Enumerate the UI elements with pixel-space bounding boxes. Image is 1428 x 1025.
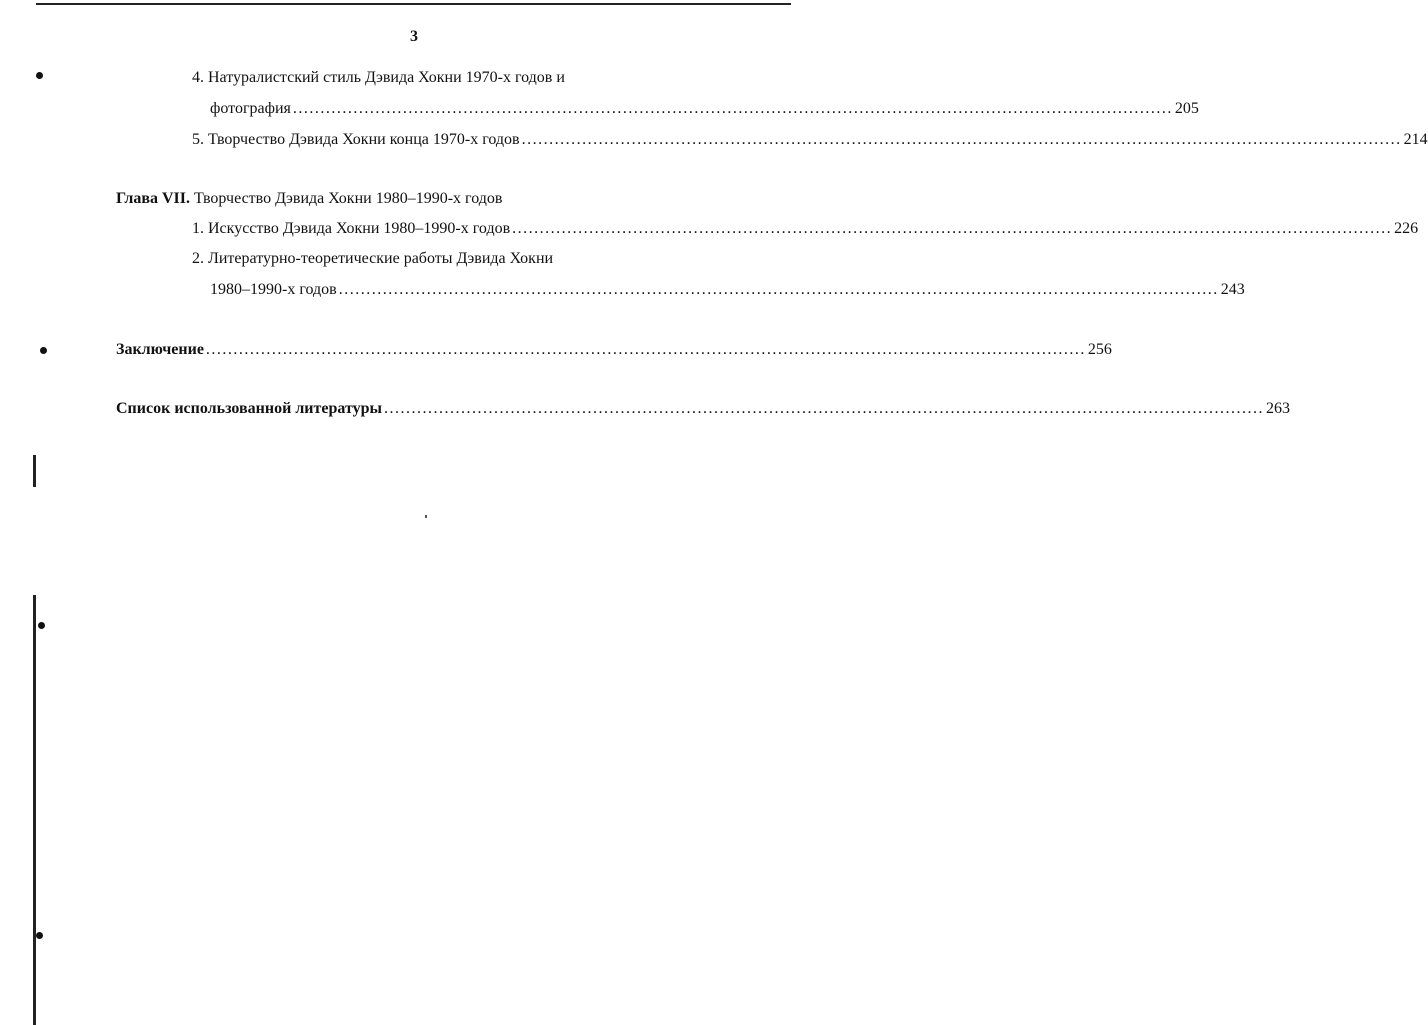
toc-entry-4-label: фотография: [210, 100, 291, 117]
toc-entry-c7-2-page: 243: [1220, 281, 1245, 298]
toc-bibliography-label: Список использованной литературы: [116, 400, 382, 417]
dot-leader: ................................................................................................................................................................: [521, 131, 1402, 148]
toc-bibliography: [116, 399, 1290, 419]
toc-entry-5-page: 214: [1403, 131, 1428, 148]
top-rule: [36, 3, 791, 5]
toc-entry-c7-1-page: 226: [1394, 220, 1419, 237]
toc-entry-c7-1-label: 1. Искусство Дэвида Хокни 1980–1990-х годов: [192, 220, 511, 237]
chapter-prefix: Глава VII.: [116, 190, 190, 207]
scan-speck: [425, 515, 427, 518]
dot-leader: ................................................................................................................................................................: [512, 220, 1393, 237]
toc-entry-c7-2-line1: 2. Литературно-теоретические работы Дэвида Хокни: [192, 250, 554, 267]
scan-dot: [38, 622, 45, 629]
toc-entry-4-line1: 4. Натуралистский стиль Дэвида Хокни 1970-х годов и: [192, 69, 565, 86]
toc-entry-c7-1: [192, 219, 1419, 239]
dot-leader: ................................................................................................................................................................: [384, 400, 1264, 417]
toc-conclusion-label: Заключение: [116, 341, 204, 358]
toc-entry-c7-2: [210, 280, 1245, 300]
left-edge-line: [33, 455, 36, 487]
scan-dot: [40, 347, 47, 354]
dot-leader: ................................................................................................................................................................: [338, 281, 1219, 298]
scan-dot: [36, 932, 43, 939]
chapter-heading: [116, 189, 502, 209]
toc-entry-5-label: 5. Творчество Дэвида Хокни конца 1970-х годов: [192, 131, 520, 148]
scan-dot: [36, 72, 43, 79]
toc-conclusion-page: 256: [1087, 341, 1112, 358]
dot-leader: ................................................................................................................................................................: [205, 341, 1086, 358]
toc-entry-4-page: 205: [1174, 100, 1199, 117]
toc-bibliography-page: 263: [1266, 400, 1290, 417]
toc-conclusion: [116, 340, 1112, 360]
toc-entry-c7-2-label: 1980–1990-х годов: [210, 281, 337, 298]
page-number: 3: [410, 28, 418, 45]
dot-leader: ................................................................................................................................................................: [292, 100, 1173, 117]
left-edge-line: [33, 595, 36, 1025]
toc-entry-5: [192, 130, 1428, 150]
toc-entry-4: [210, 99, 1199, 119]
chapter-title: Творчество Дэвида Хокни 1980–1990-х годов: [190, 190, 503, 207]
